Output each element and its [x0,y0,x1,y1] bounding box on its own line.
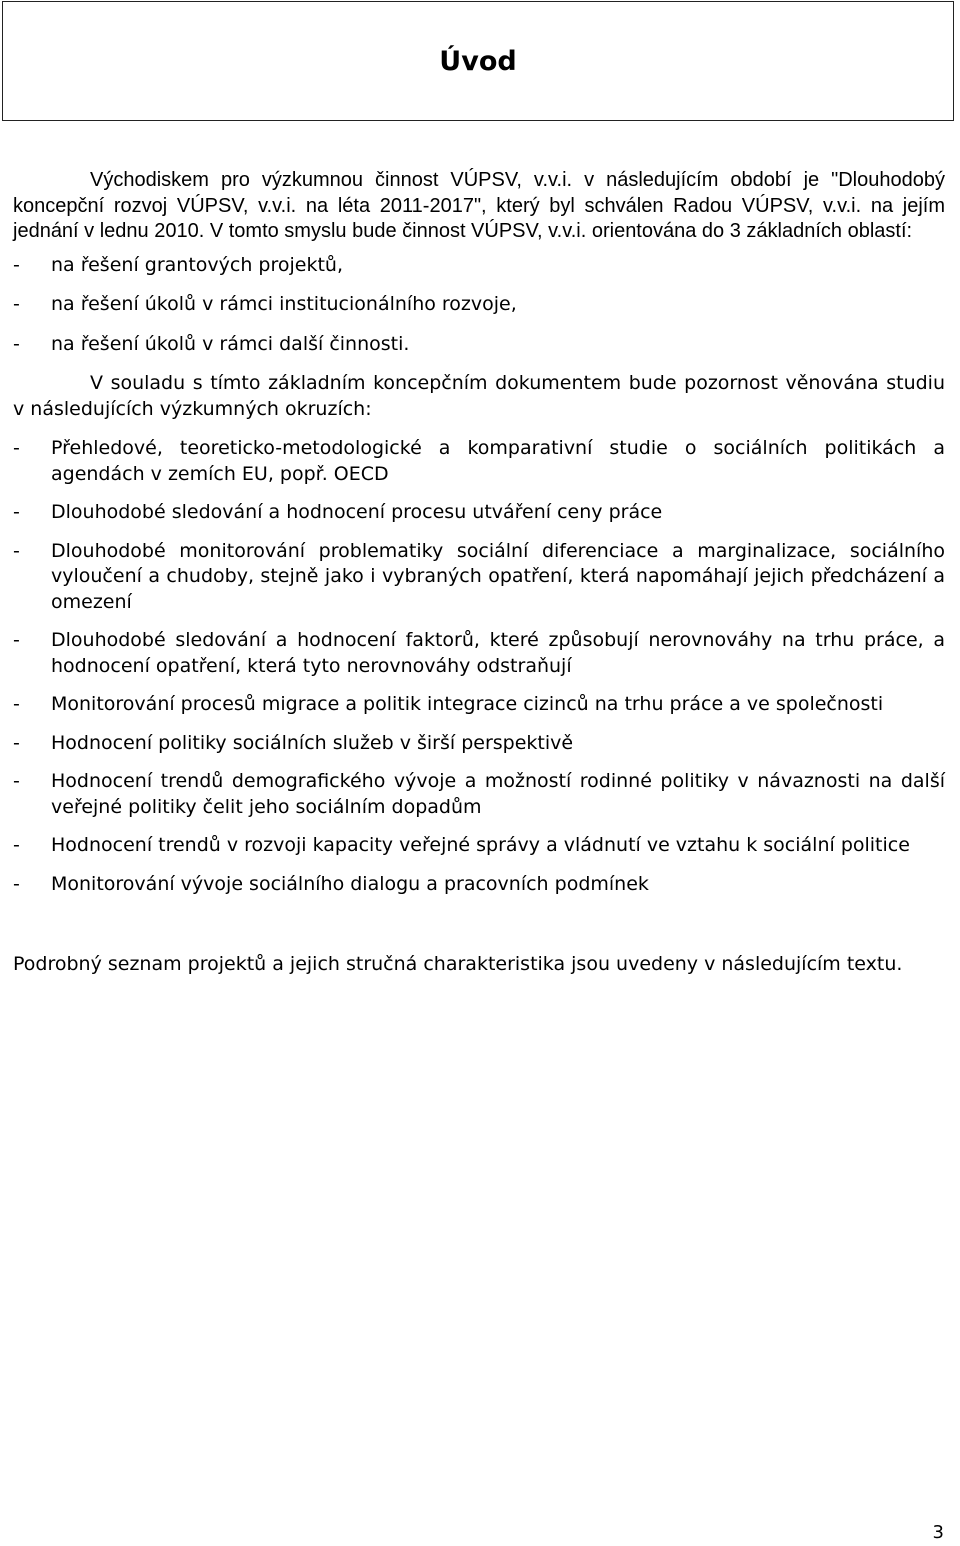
list-item [13,500,945,526]
topic-text: Hodnocení trendů demografického vývoje a možností rodinné politiky v návaznosti na další veřejné politiky čelit jeho sociálním dopadům [51,770,945,818]
intro-text: Východiskem pro výzkumnou činnost VÚPSV, v.v.i. v následujícím období je "Dlouhodobý koncepční rozvoj VÚPSV, v.v.i. na léta 2011-2017", který byl schválen Radou VÚPSV, v.v.i. na jejím jednání v lednu 2010. V tomto smyslu bude činnost VÚPSV, v.v.i. orientována do 3 základních oblastí: [13,169,945,242]
list-dash: - [13,332,20,355]
topic-text: Monitorování procesů migrace a politik integrace cizinců na trhu práce a ve společnosti [51,693,884,715]
list-dash: - [13,293,20,315]
list-item [13,628,945,679]
title-box [2,1,954,121]
intro-paragraph [13,168,945,245]
list-dash: - [13,731,20,754]
area-text: na řešení úkolů v rámci institucionálního rozvoje, [51,293,517,315]
list-dash: - [13,501,20,523]
topic-text: Hodnocení trendů v rozvoji kapacity veřejné správy a vládnutí ve vztahu k sociální politice [51,834,910,856]
list-item [13,436,945,487]
areas-list [13,253,945,358]
area-text: na řešení grantových projektů, [51,253,343,276]
page-title: Úvod [439,45,517,77]
list-item [13,539,945,616]
list-dash: - [13,872,20,895]
list-dash: - [13,834,20,856]
topics-list [13,436,945,897]
area-text: na řešení úkolů v rámci další činnosti. [51,332,410,355]
topic-text: Dlouhodobé sledování a hodnocení faktorů, které způsobují nerovnováhy na trhu práce, a hodnocení opatření, která tyto nerovnováhy odstraňují [51,629,945,677]
topic-text: Monitorování vývoje sociálního dialogu a pracovních podmínek [51,872,649,895]
list-dash: - [13,437,20,459]
list-item [13,332,945,358]
list-dash: - [13,253,20,276]
list-item [13,872,945,898]
closing-paragraph: Podrobný seznam projektů a jejich stručná charakteristika jsou uvedeny v následujícím textu. [13,953,903,975]
list-dash: - [13,629,20,651]
list-item [13,692,945,718]
list-dash: - [13,539,20,562]
list-dash: - [13,693,20,715]
focus-paragraph: V souladu s tímto základním koncepčním dokumentem bude pozornost věnována studiu v následujících výzkumných okruzích: [13,372,945,420]
list-item [13,253,945,279]
list-item [13,833,945,859]
list-item [13,769,945,820]
page-number: 3 [932,1522,944,1543]
topic-text: Hodnocení politiky sociálních služeb v širší perspektivě [51,731,574,754]
topic-text: Dlouhodobé monitorování problematiky sociální diferenciace a marginalizace, sociálního vyloučení a chudoby, stejně jako i vybraných opatření, která napomáhají jejich předcházení a omezení [51,539,945,613]
list-item [13,731,945,757]
list-dash: - [13,770,20,792]
topic-text: Přehledové, teoreticko-metodologické a komparativní studie o sociálních politikách a agendách v zemích EU, popř. OECD [51,437,945,485]
list-item [13,292,945,318]
document-body [13,168,945,978]
topic-text: Dlouhodobé sledování a hodnocení procesu utváření ceny práce [51,501,663,523]
